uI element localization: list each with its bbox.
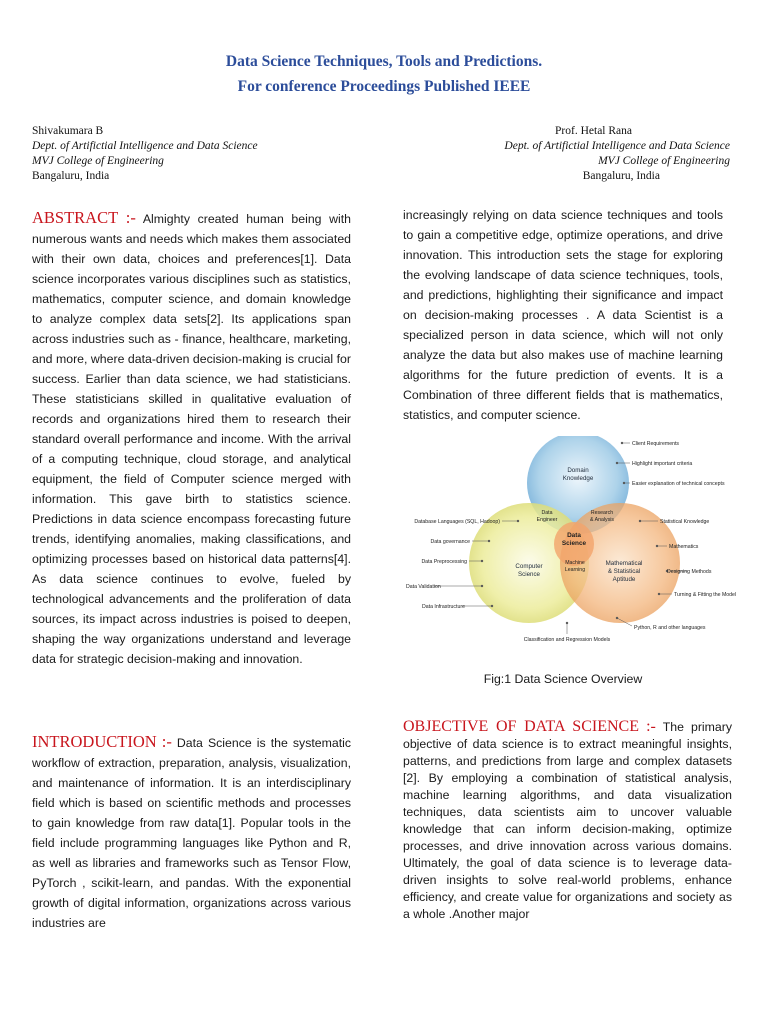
label-data-validation: Data Validation	[406, 584, 441, 590]
author-city: Bangaluru, India	[582, 170, 660, 182]
label-mathematics: Mathematics	[669, 544, 699, 550]
paper-title-line-2: For conference Proceedings Published IEEE	[237, 78, 531, 95]
research-label-1: Research	[590, 510, 614, 516]
domain-label-2: Knowledge	[562, 475, 594, 482]
math-label-1: Mathematical	[605, 560, 643, 567]
author-name: Shivakumara B	[32, 125, 104, 137]
domain-label-1: Domain	[567, 467, 589, 474]
author-dept: Dept. of Artifictial Intelligence and Data Science	[504, 140, 730, 152]
author-name: Prof. Hetal Rana	[555, 125, 632, 137]
introduction-continued-text: increasingly relying on data science techniques and tools to gain a competitive edge, optimize operations, and drive innovation. This introduction sets the stage for exploring the evolving landscape of data science techniques, tools, and predictions, highlighting their significance and impact on decision-making processes . A data Scientist is a specialized person in data science, which will not only analyze the data but also makes use of machine learning algorithms for the future prediction of events. It is a Combination of three different fields that is mathematics, statistics, and computer science.	[403, 208, 723, 422]
label-classification-regression: Classification and Regression Models	[523, 637, 611, 643]
computer-label-2: Science	[517, 571, 541, 578]
objective-heading: OBJECTIVE OF DATA SCIENCE	[403, 718, 639, 735]
data-engineer-label-1: Data	[541, 510, 553, 516]
label-database-languages: Database Languages (SQL, Hadoop)	[414, 519, 500, 525]
introduction-heading-separator: :-	[161, 732, 172, 751]
label-turning-fitting: Turning & Fitting the Model	[674, 592, 737, 598]
center-label-1: Data	[567, 532, 581, 539]
label-highlight-criteria: Highlight important criteria	[632, 461, 693, 467]
author-city: Bangaluru, India	[32, 170, 110, 182]
center-label-2: Science	[561, 540, 587, 547]
math-label-2: & Statistical	[607, 568, 641, 575]
author-block-2	[430, 124, 730, 184]
objective-section	[403, 718, 732, 923]
objective-heading-separator: :-	[646, 718, 656, 735]
abstract-text: Almighty created human being with numerous wants and needs which makes them associated with their own data, choices and preferences[1]. Data science incorporates various disciplines such as statistics, mathematics, computer science, and domain knowledge to analyze complex data sets[2]. Its applications span across industries such as - finance, healthcare, marketing, and more, where data-driven decision-making is crucial for success. Earlier than data science, we had statisticians. These statisticians skilled in qualitative evaluation of records and organizations hired them to research their standard overall performance and income. With the arrival of a computing technique, cloud storage, and analytical equipment, the field of Computer science merged with information. This gave birth to statistics science. Predictions in data science encompass forecasting future trends, identifying anomalies, making classifications, and optimizing processes based on historical data patterns[4]. As data science continues to evolve, fueled by technological advancements and the proliferation of data sources, its impact across industries is poised to deepen, shaping the way organizations understand and leverage data for strategic decision-making and innovation.	[32, 212, 351, 666]
research-label-2: & Analysis	[590, 517, 614, 523]
abstract-paragraph	[32, 208, 351, 669]
label-client-requirements: Client Requirements	[632, 441, 679, 447]
label-data-preprocessing: Data Preprocessing	[421, 559, 467, 565]
label-designing-methods: Designing Methods	[667, 569, 712, 575]
author-block-1	[32, 124, 332, 184]
figure-caption: Fig:1 Data Science Overview	[483, 672, 643, 686]
abstract-section	[32, 208, 351, 669]
introduction-section	[32, 732, 351, 933]
ml-label-1: Machine	[565, 560, 585, 566]
introduction-heading: INTRODUCTION	[32, 732, 157, 751]
math-label-3: Aptitude	[612, 576, 636, 583]
author-college: MVJ College of Engineering	[598, 155, 730, 167]
introduction-continued	[403, 205, 723, 425]
label-statistical-knowledge: Statistical Knowledge	[660, 519, 710, 525]
label-data-governance: Data governance	[430, 539, 470, 545]
computer-label-1: Computer	[515, 563, 543, 570]
label-data-infrastructure: Data Infrastructure	[422, 604, 465, 610]
label-easier-explanation: Easier explanation of technical concepts	[632, 481, 725, 487]
ml-label-2: Learning	[564, 567, 586, 573]
introduction-text: Data Science is the systematic workflow of extraction, preparation, analysis, visualization, and maintenance of information. It is an interdisciplinary field which is based on scientific methods and processes to gain knowledge from raw data[1]. Popular tools in the field include programming languages like Python and R, as well as libraries and frameworks such as Tensor Flow, PyTorch , scikit-learn, and pandas. With the exponential growth of digital information, organizations across various industries are	[32, 736, 351, 930]
author-dept: Dept. of Artifictial Intelligence and Data Science	[32, 140, 258, 152]
introduction-paragraph	[32, 732, 351, 933]
data-science-venn-diagram	[392, 436, 742, 648]
data-engineer-label-2: Engineer	[536, 517, 558, 523]
label-python-r: Python, R and other languages	[634, 625, 706, 631]
abstract-heading: ABSTRACT	[32, 208, 119, 227]
abstract-heading-separator: :-	[125, 208, 136, 227]
author-college: MVJ College of Engineering	[32, 155, 164, 167]
objective-paragraph	[403, 718, 732, 923]
objective-text: The primary objective of data science is to extract meaningful insights, patterns, and predictions from large and complex datasets [2]. By employing a combination of statistical analysis, machine learning algorithms, and data visualization techniques, data scientists aim to uncover valuable knowledge that can inform decision-making, optimize processes, and drive innovation across various domains. Ultimately, the goal of data science is to leverage data-driven insights to solve real-world problems, enhance efficiency, and create value for organizations and society as a whole .Another major	[403, 720, 732, 921]
paper-title-line-1: Data Science Techniques, Tools and Predictions.	[225, 53, 543, 70]
